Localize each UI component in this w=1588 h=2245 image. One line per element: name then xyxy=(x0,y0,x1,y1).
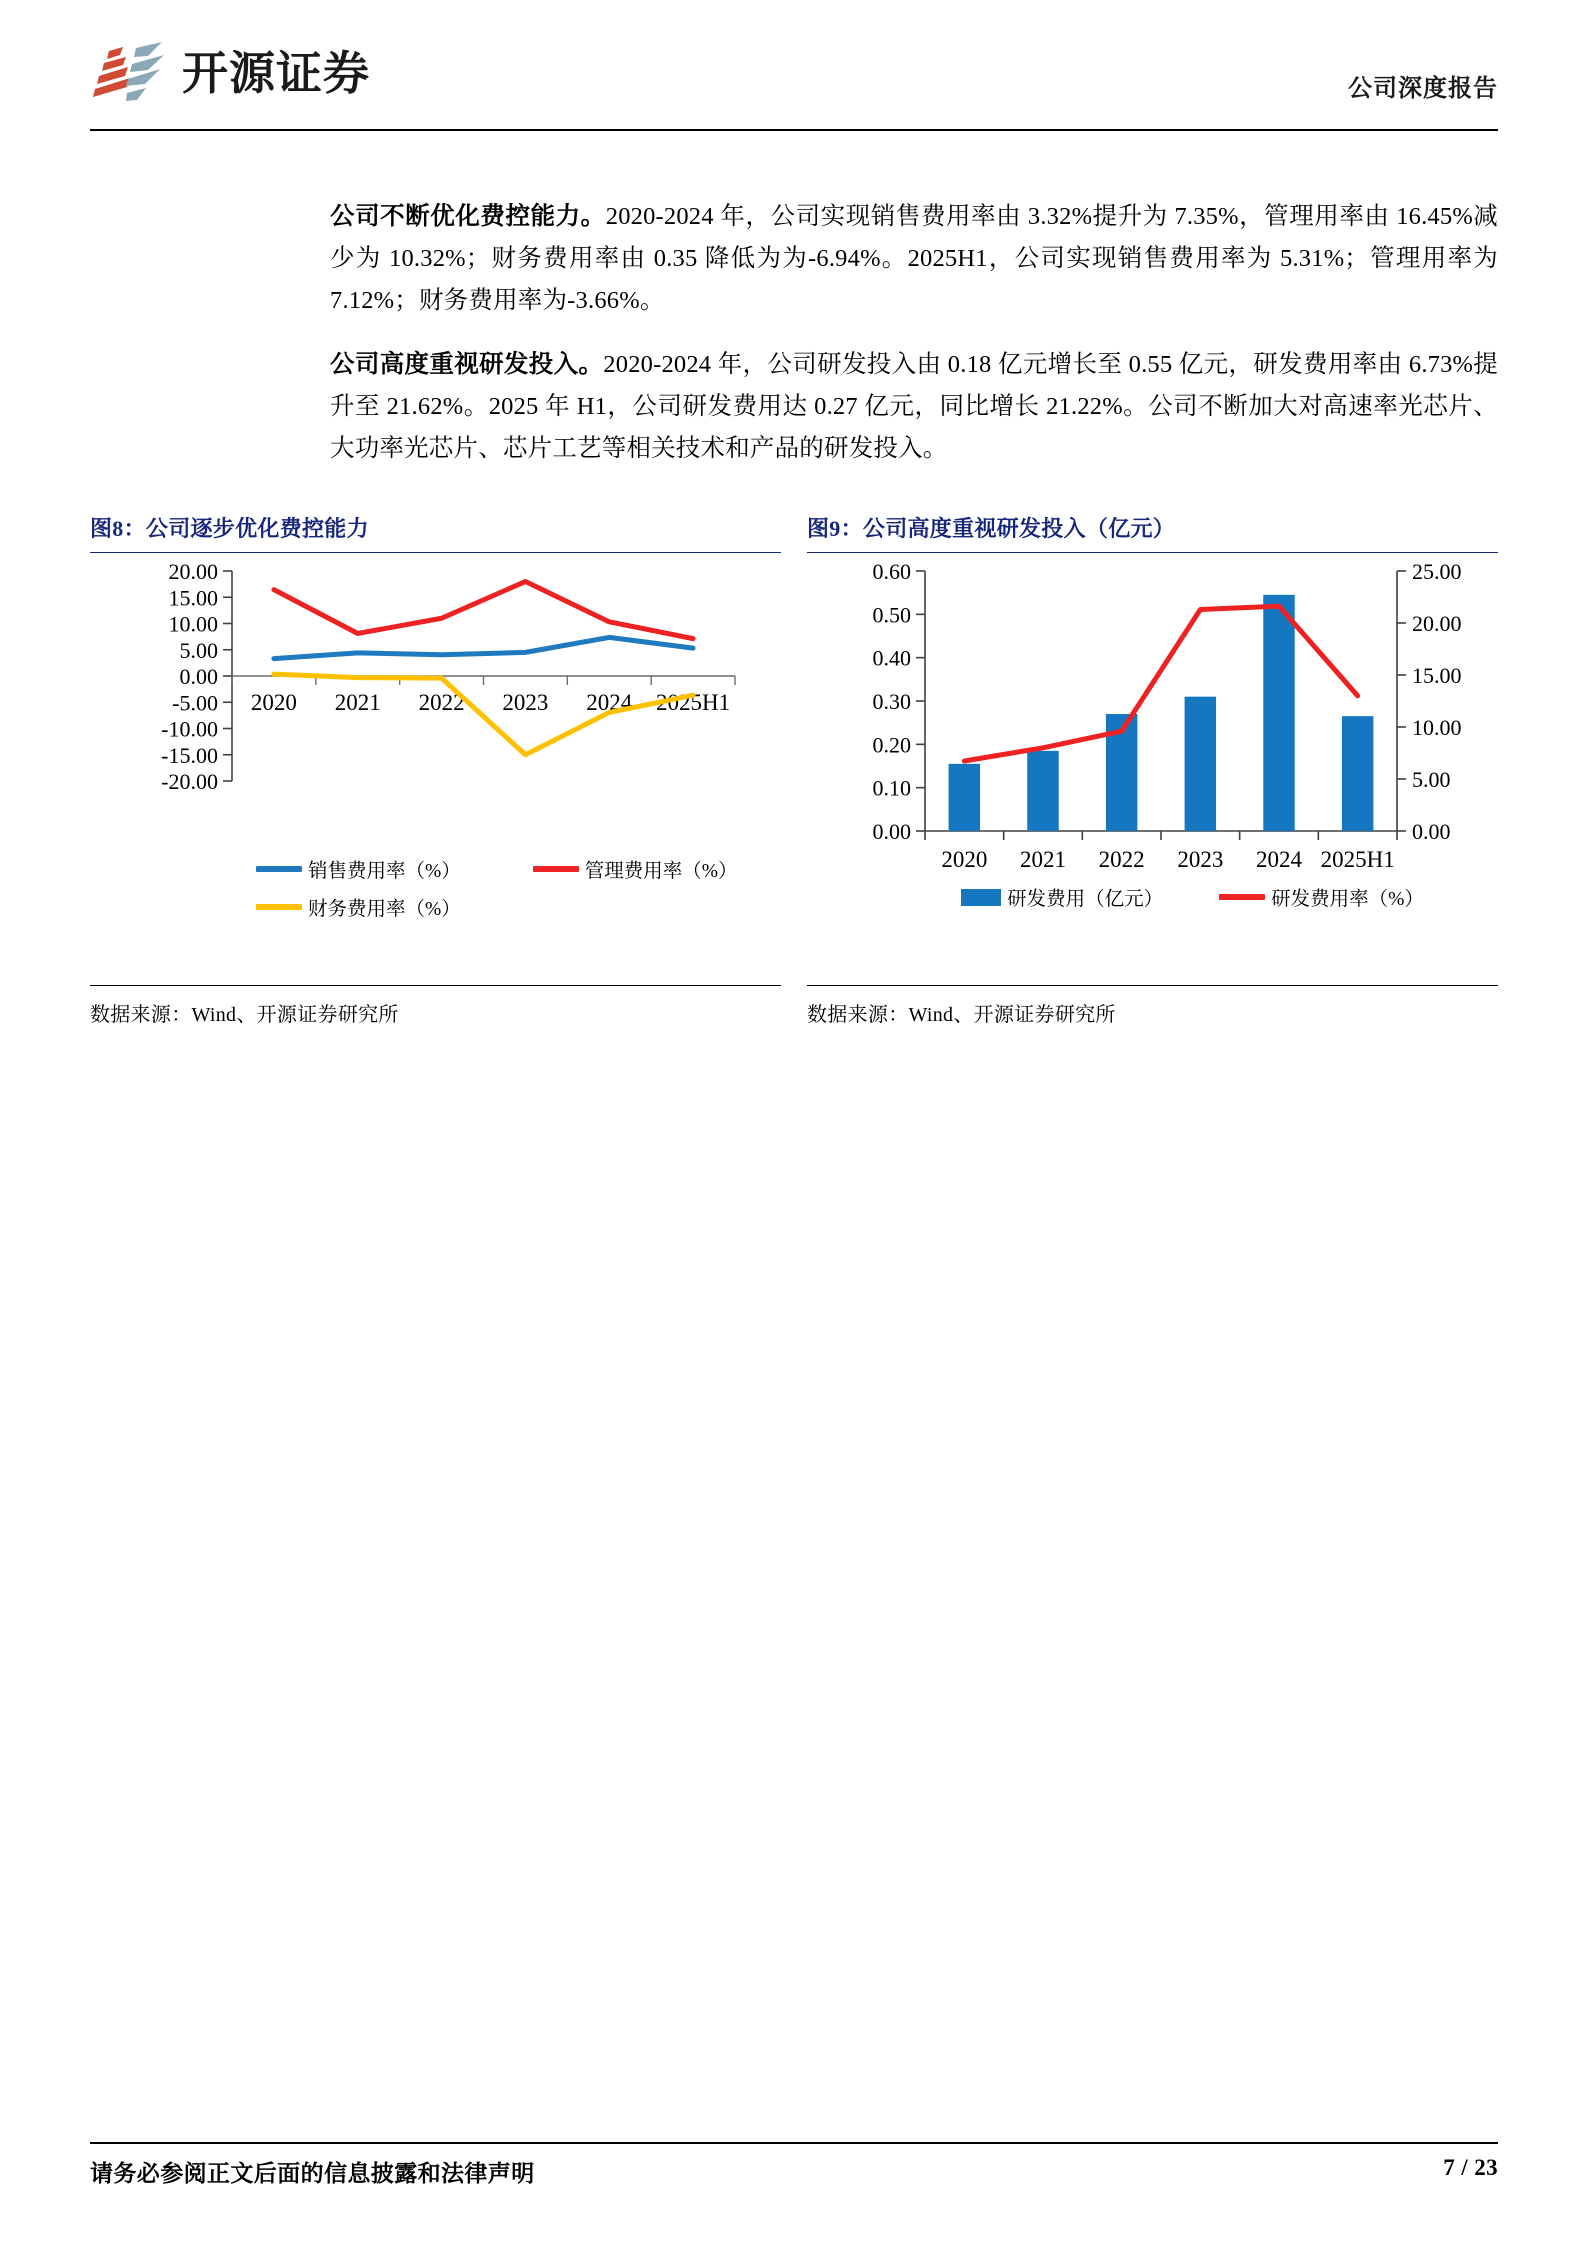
x-tick-label: 2023 xyxy=(502,690,549,715)
x-tick-label: 2021 xyxy=(1020,847,1066,872)
bar xyxy=(1263,595,1294,831)
paragraph-rnd-investment xyxy=(330,344,1498,470)
x-tick-label: 2024 xyxy=(1256,847,1302,872)
legend-label: 管理费用率（%） xyxy=(584,861,738,882)
y-tick-label: -5.00 xyxy=(172,690,218,716)
figure-9-source: 数据来源：Wind、开源证券研究所 xyxy=(807,1004,1116,1026)
legend-item xyxy=(256,893,461,921)
brand-logo xyxy=(90,38,370,108)
y-tick-label-left: 0.30 xyxy=(872,689,911,714)
figure-8-source: 数据来源：Wind、开源证券研究所 xyxy=(90,1004,399,1026)
paragraph-2-rest: 2020-2024 年，公司研发投入由 0.18 亿元增长至 0.55 亿元，研发费用率由 6.73%提升至 21.62%。2025 年 H1，公司研发费用达 0.27 亿元，同比增长 21.22%。公司不断加大对高速率光芯片、大功率光芯片、芯片工艺等相关技术和产品的研发投入。 xyxy=(330,351,1498,462)
legend-item xyxy=(256,855,461,883)
y-tick-label-right: 15.00 xyxy=(1412,663,1462,688)
y-tick-label-left: 0.10 xyxy=(872,775,911,801)
bar xyxy=(1342,716,1373,831)
figure-9-canvas xyxy=(807,553,1498,986)
bar xyxy=(1027,751,1058,831)
y-tick-label-right: 0.00 xyxy=(1412,819,1451,844)
paragraph-cost-control xyxy=(330,196,1498,322)
bar xyxy=(949,764,980,831)
legend-item xyxy=(1219,883,1424,911)
footer-disclaimer: 请务必参阅正文后面的信息披露和法律声明 xyxy=(90,2161,535,2186)
y-tick-label-right: 10.00 xyxy=(1412,715,1462,740)
legend-label: 财务费用率（%） xyxy=(308,899,461,920)
y-tick-label: 0.00 xyxy=(179,664,218,689)
paragraph-1-rest: 2020-2024 年，公司实现销售费用率由 3.32%提升为 7.35%，管理用率由 16.45%减少为 10.32%；财务费用率由 0.35 降低为为-6.94%。2025H1，公司实现销售费用率为 5.31%；管理用率为 7.12%；财务费用率为-3.66%。 xyxy=(330,203,1498,314)
y-tick-label-left: 0.50 xyxy=(872,602,911,628)
y-tick-label-left: 0.20 xyxy=(872,732,911,758)
y-tick-label-left: 0.60 xyxy=(872,559,911,584)
legend-label: 销售费用率（%） xyxy=(308,861,461,882)
legend-line-swatch-icon xyxy=(256,904,302,910)
y-tick-label: -10.00 xyxy=(161,716,218,742)
header-divider xyxy=(90,129,1498,131)
y-tick-label-right: 20.00 xyxy=(1412,611,1462,636)
legend-line-swatch-icon xyxy=(533,866,579,872)
y-tick-label: -20.00 xyxy=(161,769,218,794)
x-tick-label: 2025H1 xyxy=(656,690,731,715)
figure-8-canvas xyxy=(90,553,781,986)
legend-item xyxy=(533,855,738,883)
legend-item xyxy=(961,883,1163,911)
document-footer xyxy=(90,2155,1498,2188)
document-header xyxy=(90,24,1498,124)
x-tick-label: 2020 xyxy=(941,847,988,872)
figure-8-title: 图8：公司逐步优化费控能力 xyxy=(90,512,781,553)
y-tick-label-left: 0.40 xyxy=(872,645,911,671)
figure-9-legend-row-1 xyxy=(807,883,1538,911)
x-tick-label: 2022 xyxy=(418,690,465,715)
y-tick-label-right: 5.00 xyxy=(1412,767,1451,792)
figure-9 xyxy=(807,512,1498,1027)
series-line-rnd-ratio xyxy=(964,606,1357,761)
y-tick-label-right: 25.00 xyxy=(1412,559,1462,584)
body-text xyxy=(330,196,1498,492)
report-type-label: 公司深度报告 xyxy=(1348,76,1498,102)
legend-label: 研发费用（亿元） xyxy=(1007,889,1164,910)
figure-9-title: 图9：公司高度重视研发投入（亿元） xyxy=(807,512,1498,553)
x-tick-label: 2025H1 xyxy=(1320,847,1395,872)
y-tick-label: 15.00 xyxy=(168,585,218,611)
paragraph-2-lead: 公司高度重视研发投入。 xyxy=(330,351,604,378)
figures-row xyxy=(90,512,1498,1027)
x-tick-label: 2024 xyxy=(586,690,633,715)
series-line-1 xyxy=(274,637,693,658)
kaiyuan-securities-logo-icon xyxy=(90,38,168,108)
legend-bar-swatch-icon xyxy=(961,889,1001,906)
x-tick-label: 2021 xyxy=(334,690,381,715)
y-tick-label: 20.00 xyxy=(168,559,218,584)
y-tick-label: 10.00 xyxy=(168,611,218,637)
legend-label: 研发费用率（%） xyxy=(1271,889,1424,910)
footer-page-number: 7 / 23 xyxy=(1443,2155,1498,2180)
series-line-2 xyxy=(274,582,693,639)
legend-line-swatch-icon xyxy=(1219,894,1265,900)
brand-name: 开源证券 xyxy=(182,47,370,99)
y-tick-label: -15.00 xyxy=(161,742,218,768)
paragraph-1-lead: 公司不断优化费控能力。 xyxy=(330,203,606,230)
x-tick-label: 2023 xyxy=(1177,847,1224,872)
bar xyxy=(1185,697,1216,831)
legend-line-swatch-icon xyxy=(256,866,302,872)
figure-8-legend-row-1 xyxy=(90,855,931,883)
rnd-expense-combo-chart xyxy=(807,553,1498,985)
y-tick-label: 5.00 xyxy=(179,637,218,663)
figure-8 xyxy=(90,512,781,1027)
figure-8-legend-row-2 xyxy=(90,893,931,921)
y-tick-label-left: 0.00 xyxy=(872,819,911,844)
x-tick-label: 2022 xyxy=(1098,847,1145,872)
footer-divider xyxy=(90,2142,1498,2144)
x-tick-label: 2020 xyxy=(250,690,297,715)
